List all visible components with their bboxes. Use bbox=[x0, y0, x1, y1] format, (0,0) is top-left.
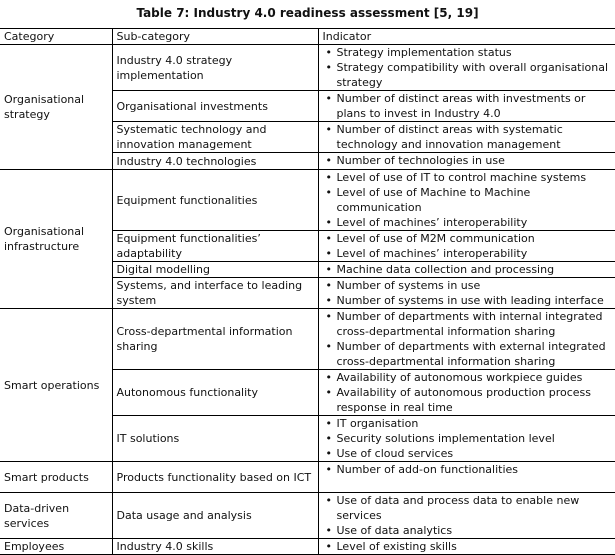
sub-category-cell: Equipment functionalities’ adaptability bbox=[112, 231, 318, 262]
sub-category-cell: Data usage and analysis bbox=[112, 493, 318, 539]
indicator-cell bbox=[318, 170, 615, 231]
indicator-item: • Number of systems in use bbox=[337, 278, 612, 293]
indicator-item: • Number of distinct areas with systematic technology and innovation management bbox=[337, 122, 612, 152]
indicator-item: • Security solutions implementation level bbox=[337, 431, 612, 446]
category-cell: Data-driven services bbox=[0, 493, 112, 539]
sub-category-cell: Products functionality based on ICT bbox=[112, 462, 318, 493]
sub-category-cell: Cross-departmental information sharing bbox=[112, 309, 318, 370]
sub-category-cell: IT solutions bbox=[112, 416, 318, 462]
category-cell: Organisational strategy bbox=[0, 45, 112, 170]
indicator-item: • Strategy implementation status bbox=[337, 45, 612, 60]
table-row bbox=[0, 539, 615, 555]
indicator-list bbox=[323, 262, 612, 277]
indicator-item: • Level of use of Machine to Machine communication bbox=[337, 185, 612, 215]
indicator-item: • Use of data analytics bbox=[337, 523, 612, 538]
indicator-item: • Use of cloud services bbox=[337, 446, 612, 461]
sub-category-cell: Systematic technology and innovation management bbox=[112, 122, 318, 153]
category-cell: Organisational infrastructure bbox=[0, 170, 112, 309]
indicator-item: • Strategy compatibility with overall organisational strategy bbox=[337, 60, 612, 90]
indicator-item: • Machine data collection and processing bbox=[337, 262, 612, 277]
indicator-item: • Availability of autonomous production process response in real time bbox=[337, 385, 612, 415]
indicator-list bbox=[323, 462, 612, 477]
indicator-list bbox=[323, 309, 612, 369]
category-cell: Smart operations bbox=[0, 309, 112, 462]
table-row bbox=[0, 45, 615, 91]
sub-category-cell: Industry 4.0 skills bbox=[112, 539, 318, 555]
indicator-cell bbox=[318, 278, 615, 309]
indicator-cell bbox=[318, 231, 615, 262]
indicator-list bbox=[323, 170, 612, 230]
sub-category-cell: Organisational investments bbox=[112, 91, 318, 122]
indicator-item: • Level of use of IT to control machine systems bbox=[337, 170, 612, 185]
sub-category-cell: Autonomous functionality bbox=[112, 370, 318, 416]
indicator-list bbox=[323, 91, 612, 121]
indicator-item: • Level of machines’ interoperability bbox=[337, 215, 612, 230]
sub-category-cell: Systems, and interface to leading system bbox=[112, 278, 318, 309]
indicator-item: • Number of distinct areas with investments or plans to invest in Industry 4.0 bbox=[337, 91, 612, 121]
indicator-list bbox=[323, 153, 612, 168]
indicator-item: • IT organisation bbox=[337, 416, 612, 431]
indicator-cell bbox=[318, 493, 615, 539]
table-row bbox=[0, 309, 615, 370]
indicator-cell bbox=[318, 462, 615, 493]
category-cell: Smart products bbox=[0, 462, 112, 493]
table-row bbox=[0, 462, 615, 493]
indicator-item: • Level of machines’ interoperability bbox=[337, 246, 612, 261]
indicator-item: • Availability of autonomous workpiece guides bbox=[337, 370, 612, 385]
indicator-cell bbox=[318, 91, 615, 122]
indicator-cell bbox=[318, 416, 615, 462]
table-row bbox=[0, 170, 615, 231]
sub-category-cell: Equipment functionalities bbox=[112, 170, 318, 231]
header-sub-category: Sub-category bbox=[112, 29, 318, 45]
indicator-item: • Number of departments with internal integrated cross-departmental information sharing bbox=[337, 309, 612, 339]
header-category: Category bbox=[0, 29, 112, 45]
sub-category-cell: Industry 4.0 strategy implementation bbox=[112, 45, 318, 91]
indicator-item: • Number of systems in use with leading interface bbox=[337, 293, 612, 308]
table-row bbox=[0, 493, 615, 539]
table-header-row bbox=[0, 29, 615, 45]
header-indicator: Indicator bbox=[318, 29, 615, 45]
sub-category-cell: Digital modelling bbox=[112, 262, 318, 278]
indicator-item: • Number of departments with external integrated cross-departmental information sharing bbox=[337, 339, 612, 369]
sub-category-cell: Industry 4.0 technologies bbox=[112, 153, 318, 170]
indicator-cell bbox=[318, 370, 615, 416]
indicator-cell bbox=[318, 45, 615, 91]
indicator-list bbox=[323, 231, 612, 261]
indicator-cell bbox=[318, 262, 615, 278]
indicator-list bbox=[323, 122, 612, 152]
indicator-list bbox=[323, 539, 612, 554]
indicator-cell bbox=[318, 153, 615, 170]
table-title: Table 7: Industry 4.0 readiness assessment [5, 19] bbox=[136, 6, 479, 20]
indicator-item: • Number of add-on functionalities bbox=[337, 462, 612, 477]
indicator-list bbox=[323, 416, 612, 461]
category-cell: Employees bbox=[0, 539, 112, 555]
indicator-cell bbox=[318, 122, 615, 153]
indicator-list bbox=[323, 493, 612, 538]
indicator-list bbox=[323, 278, 612, 308]
indicator-item: • Use of data and process data to enable new services bbox=[337, 493, 612, 523]
indicator-item: • Level of use of M2M communication bbox=[337, 231, 612, 246]
indicator-cell bbox=[318, 309, 615, 370]
indicator-list bbox=[323, 45, 612, 90]
indicator-item: • Level of existing skills bbox=[337, 539, 612, 554]
indicator-cell bbox=[318, 539, 615, 555]
indicator-list bbox=[323, 370, 612, 415]
readiness-table bbox=[0, 28, 615, 555]
indicator-item: • Number of technologies in use bbox=[337, 153, 612, 168]
